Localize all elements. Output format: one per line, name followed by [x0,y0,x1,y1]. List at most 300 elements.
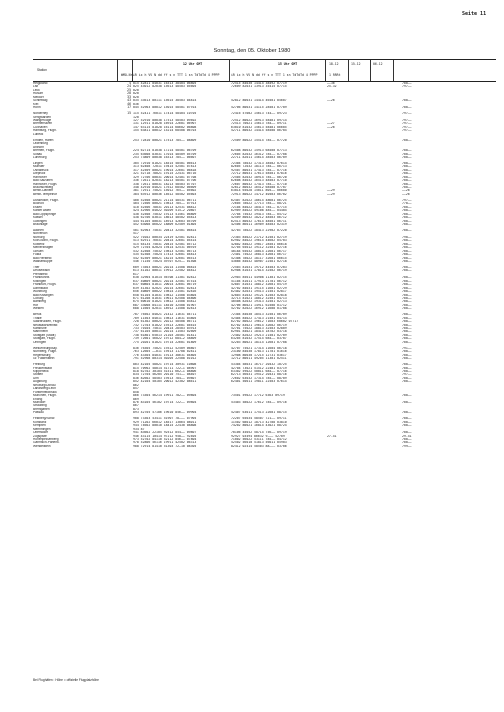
obs-12utc: 338 72611 80031 18213 58503 07707 [133,182,197,186]
obs-15utc: 82412 02414 58503 88——— 03706 [231,444,287,448]
station-name: Konstanz [33,420,47,424]
obs-12utc: 658 61104 81031 19812 11508 03804 [133,293,197,297]
remarks: 700—— [402,366,412,370]
obs-15utc: 52701 75022 18813 32503 02809 [231,327,287,331]
precip-extra [327,357,402,360]
precip-extra [327,156,402,159]
extra-col-3: 06-12 [373,62,383,66]
obs-15utc: 72913 80022 14712 40503 06702 [231,192,287,196]
obs-15utc: 82605 72032 18113 785—— 06713 [231,165,287,169]
station-name: Memmingen [33,427,51,431]
obs-15utc: 22711 82011 15614 38503 06709 [231,155,287,159]
remarks: 700—— [402,417,412,421]
remarks: 700—— [402,350,412,354]
precip-extra: 27-41 [327,434,337,438]
obs-12utc: 862 [133,383,139,387]
obs-12utc: 025 43012 82038 15613 48503 05605 [133,85,197,89]
obs-12utc: 404 72506 80021 19813 785—— 07913 [133,202,197,206]
station-name: Köln-Bonn, Flugh. [33,239,59,243]
obs-12utc: 908 73303 53411 51907 78——— 07905 [133,417,197,421]
utc15-header: 15 Uhr GMT [278,62,298,66]
obs-15utc: 62401 50011 19811 22503 07614 [231,380,287,384]
remarks: 700—— [402,175,412,179]
obs-15utc: 72513 70021 15613 784—— 09711 [231,122,287,126]
obs-12utc: 613 41102 80011 19912 22502 04812 [133,269,197,273]
obs-12utc: 988 72914 81410 51303 72—10 08305 [133,444,197,448]
station-name: Wangerooge [33,118,52,122]
remarks: 79?—— [402,129,412,133]
obs-12utc: 045 52903 80012 15015 58501 07914 [133,106,197,110]
remarks: 700—— [402,333,412,337]
obs-12utc: 852 42104 50105 20012 42302 08611 [133,380,197,384]
obs-15utc: 72104 84022 18413 785—— 07715 [231,205,287,209]
precip-extra [327,341,402,344]
obs-12utc: 529 72704 82024 19414 42531 06919 [133,246,197,250]
obs-15utc: 72512 80022 16913 58401 09714 [231,118,287,122]
remarks: ——26 [402,189,410,193]
obs-15utc: 62902 84022 19614 44602 05703 [231,239,287,243]
remarks: 700—— [402,155,412,159]
station-name: Fürstenfeldbruck [33,390,57,394]
wmo-number: 17 [127,105,131,110]
station-name: Zugspitze [33,434,47,438]
remarks [402,133,442,136]
station-name: Helgoland [33,82,48,85]
obs-15utc: 52407 63011 17513 22601 08715 [231,411,287,415]
precip-extra: ——27 [327,122,335,126]
obs-15utc: 72401 75022 16813 42601 06717 [231,253,287,257]
obs-15utc: 62702 80022 19612 71603 60602 07717 [231,320,299,324]
obs-12utc: 869 [133,397,139,401]
wmo-number [117,156,133,159]
obs-15utc: 52702 82022 16912 11608 01708 [231,307,287,311]
obs-15utc: 62608 84032 16513 48503 07710 [231,179,287,183]
obs-12utc: 775 20201 81021 19714 22601 01809 [133,340,197,344]
station-name: Coburg [33,296,44,300]
wmo-number: 24 [127,84,131,89]
station-name: Hof [33,303,38,307]
obs-15utc: 62702 83021 19614 32602 06719 [231,323,287,327]
obs-15utc: 40508 82032 19313 32501 02713 [231,300,287,304]
obs-12utc: 739 72601 56022 19712 684—2 58809 [133,337,197,341]
remarks: 700—— [402,209,412,213]
obs-12utc: 709 11503 84011 19813 11631 03805 [133,316,197,320]
obs-15utc: 70106 45052 58714 756—— 09719 [231,431,287,435]
remarks: 700—— [402,353,412,357]
remarks: 700—— [402,99,412,103]
obs-12utc: 738 61801 65013 21103 28501 01811 [133,333,197,337]
table-header [33,59,496,82]
obs-15utc: 22903 85011 44908 11301 02715 [231,276,287,280]
wmo-number [117,307,133,310]
remarks: 79?—— [402,122,412,126]
station-group [33,229,496,263]
station-name: Stuttgart (Stadt) [33,333,56,337]
obs-12utc: 522 70102 80034 22419 42501 02811 [133,235,197,239]
station-name: Hohn [33,106,41,110]
remarks: 700—— [402,82,412,85]
obs-12utc: 131 12911 81028 16914 22601 06907 [133,122,197,126]
remarks: 700—— [402,437,412,441]
station-name: Stötten [33,373,44,377]
obs-12utc: 944 74602 80010 18415 22430 08808 [133,424,197,428]
precip-extra [327,445,402,448]
obs-15utc: 12712 80011 49205 11301 02511 [231,357,287,361]
remarks: 700—— [402,370,412,374]
obs-12utc: 776 43304 84031 19113 38631 04805 [133,353,197,357]
obs-12utc: 535 62308 75024 17413 52601 04813 [133,253,197,257]
station-name: Soltau [33,152,43,156]
obs-15utc: 42704 73021 51512 22401 03719 [231,366,287,370]
remarks: 700—— [402,431,412,435]
table-row [33,307,496,310]
obs-15utc: 52812 80031 14414 46501 05607 [231,99,287,103]
obs-15utc: 74202 80021 16814 43021 08724 [231,424,287,428]
remarks: 700—— [402,152,412,156]
wmo-number [117,223,133,226]
wmo-number: 33 [127,94,131,99]
remarks: 700—— [402,223,412,226]
page-number: Seite 11 [462,11,487,17]
wmo-number [117,357,133,360]
remarks: 700—— [402,300,412,304]
precip-extra: ——29 [327,189,335,193]
station-name: List [33,85,38,89]
station-name: Feldberg/Schw. [33,417,55,421]
remarks: 700—— [402,303,412,307]
station-name: Berlin-Tempelhof [33,192,57,196]
table-row [33,133,496,136]
obs-15utc: 40184 65032 18014 22601 06717 [231,249,287,253]
obs-12utc: 858 [133,390,139,394]
obs-15utc: 72605 78022 17713 785—— 08721 [231,202,287,206]
obs-15utc: 72503 81031 19712 44503 07203 [231,266,287,269]
wmo-col-header: WMO-Nr. [121,73,135,77]
obs-12utc: 035 33613 80111 15615 38503 04814 [133,99,197,103]
remarks: 700—— [402,229,412,233]
remarks: 700—— [402,286,412,290]
station-name: Trier [33,266,40,269]
obs-12utc: 513 62911 76031 20414 32601 05414 [133,239,197,243]
remarks: 700—— [402,239,412,243]
obs-12utc: 733 70104 75011 20414 28503 03913 [133,327,197,331]
obs-12utc: 803 42105 58021 19714 30931 10808 [133,363,197,367]
station-name: Mühldorf [33,400,46,404]
obs-12utc: 857 [133,387,139,391]
station-name: Sengwarden [33,115,51,119]
obs-12utc: 015 42811 84031 16313 38404 06805 [133,82,197,85]
extra-col-2: 15-12 [351,62,361,66]
obs-12utc: 127 52910 80038 17513 58503 09402 [133,118,197,122]
page-title: Sonntag, den 05. Oktober 1980 [213,48,291,54]
obs-15utc: 72712 80031 17613 58501 07816 [231,172,287,176]
obs-12utc: 630 32904 81014 56708 11301 02812 [133,276,197,280]
obs-15utc: 52308 78022 18117 32601 06615 [231,256,287,260]
extra-subheader: 1 RRRt [329,73,341,77]
remarks: 700—— [402,337,412,341]
obs-12utc: 973 52702 84110 52112 856—— 07804 [133,437,197,441]
obs-12utc [133,133,231,136]
remarks: 29-41 [402,434,412,438]
obs-15utc: 62713 56031 19512 20431 08716 [231,373,287,377]
remarks: 700—— [402,320,412,324]
obs-12utc: 687 33008 84111 18510 32508 01907 [133,303,197,307]
obs-12utc: 675 60610 81021 19812 11508 03812 [133,300,197,304]
station-name: Leck [33,88,40,92]
obs-12utc: 728 61302 80021 20212 58508 06711 [133,320,197,324]
obs-15utc: 52509 80032 18212 48503 06712 [231,216,287,220]
obs-12utc: 517 [133,232,139,236]
obs-15utc: 62909 84022 49108 485—— 04404 [231,209,287,213]
station-name: Saarbrücken, Flugh. [33,320,62,324]
station-name: Straubing [33,404,47,408]
station-name: Landsberg/Lech [33,387,56,391]
remarks: 700—— [402,186,412,190]
station-name: Berlin-Dahlem [33,189,54,193]
station-name: Schleswig [33,99,48,103]
obs-15utc: 92507 80031 17413 785—— 07716 [231,168,287,172]
obs-15utc: 72402 82022 19213 21501 02709 [231,333,287,337]
station-name: Braunlage [33,223,48,226]
station-name: Meinerzhagen [33,246,54,250]
utc12-header: 12 Uhr GMT [183,62,203,66]
obs-12utc: 671 61208 81031 19611 62508 04806 [133,296,197,300]
obs-15utc: 62508 80032 15913 68500 07713 [231,149,287,153]
obs-15utc: 72416 57002 15613 744—— 09723 [231,112,287,116]
remarks: 700—— [402,394,412,398]
remarks: 700—— [402,165,412,169]
remarks: 797—— [402,85,412,89]
obs-15utc: 62513 80032 17614 48501 06711 [231,219,287,223]
station-name: Weiden [33,307,44,311]
wmo-number: 25 [127,87,131,92]
station-name: Bad Kissingen [33,293,54,297]
station-name: Kahler Asten [33,209,52,213]
remarks: 700—— [402,149,412,153]
station-name: Bremerhaven [33,122,53,126]
station-name: Gr. Falkenstein [33,357,55,361]
obs-15utc [231,133,327,136]
obs-15utc: 52502 56010 51813 56011 05903 [231,441,287,445]
precip-extra [327,260,402,263]
station-name: Nürburg [33,235,45,239]
obs-12utc: 020 [133,92,139,96]
precip-extra [327,133,402,136]
station-name: Meldorf [33,95,44,99]
remarks: 700—— [402,246,412,250]
obs-15utc: 72505 82032 18914 785—— 06720 [231,175,287,179]
station-name: Bremen, Flugh. [33,149,55,153]
station-name: Aachen [33,229,44,233]
precip-extra [327,411,402,414]
station-name: Thalle [33,316,42,320]
remarks: 700—— [402,219,412,223]
station-name: Bamberg [33,300,46,304]
obs-15utc: 63014 65028 15011 805—— 06600 [231,189,287,193]
remarks: 700—— [402,212,412,216]
table-row [33,260,496,263]
station-name: Lüneburg [33,155,47,159]
station-name: Braunschweig [33,186,54,190]
precip-extra: ——36 [327,82,335,85]
obs-15utc: 72609 82031 13913 35415 07715 [231,85,287,89]
obs-15utc: 12908 80030 17215 12731 03617 [231,353,287,357]
remarks: 79?—— [402,118,412,122]
station-name: Nörvenich [33,232,48,236]
obs-12utc: 384 63912 80036 14612 58502 05603 [133,192,197,196]
table-body [33,82,496,451]
obs-12utc: 946 43115 10414 97212 958—— 92405 [133,434,197,438]
obs-15utc: 32713 81021 18012 32501 04713 [231,296,287,300]
station-name: Berus [33,313,42,317]
precip-extra [327,106,402,109]
station-name: Freiburg [33,363,45,367]
wmo-number: 4 [129,81,131,85]
station-name: Wendelstein [33,444,51,448]
remarks: 700—— [402,313,412,317]
remarks: 700—— [402,327,412,331]
obs-15utc: 23100 84030 17813 11701 01616 [231,350,287,354]
wmo-number: 15 [127,111,131,116]
station-name: Neustadt/Weinstr. [33,323,59,327]
obs-12utc: 707 76502 84021 21412 11631 04711 [133,313,197,317]
station-name: Würzburg [33,290,47,294]
obs-12utc: 836 82602 58503 19513 784—— 09807 [133,376,197,380]
utc12-subheader: iR ix h VV N dd ff s n TTT 1 sn TdTdTd 4 PPPP [133,73,220,77]
remarks: 700—— [402,293,412,297]
obs-15utc: 51104 81011 17914 21701 06712 [231,279,287,283]
obs-12utc: 115 52411 76011 17414 58404 10705 [133,112,197,116]
station-name: Frankfurt, Flugh. [33,283,57,287]
obs-12utc: 929 71202 66012 18517 13064 08011 [133,420,197,424]
remarks: 700—— [402,424,412,428]
table-row [33,445,496,448]
station-name: Erding [33,397,43,401]
obs-15utc: 52203 80021 18114 12601 07708 [231,340,287,344]
obs-12utc: 818 62702 30104 51511 662—1 08806 [133,370,197,374]
remarks: 700—— [402,400,412,404]
station-name: Stuttgart, Flugh. [33,337,56,341]
obs-12utc: 893 42705 57106 19610 856—— 09904 [133,411,197,415]
remarks: 700—— [402,161,412,165]
remarks: 700—— [402,380,412,384]
obs-12utc: 941 83602 22105 92512 854—— 09807 [133,431,197,435]
obs-12utc: 688 11605 82011 18912 11508 02813 [133,307,197,311]
station-name: Oldenburg [33,142,48,146]
precip-extra [327,307,402,310]
remarks: 79?—— [402,112,412,116]
obs-12utc: 542 62309 80021 18215 42601 06513 [133,256,197,260]
remarks: 700—— [402,106,412,110]
station-name: München, Flugh. [33,394,57,398]
remarks: 700—— [402,376,412,380]
remarks: 700—— [402,249,412,253]
remarks: 700—— [402,269,412,273]
station-name: Kitzingen [33,279,47,283]
station-name: Ulm [33,376,39,380]
remarks: 700—— [402,330,412,334]
obs-12utc: 235 63608 83031 17014 48509 05709 [133,152,197,156]
obs-15utc: 53304 58031 16717 20432 10725 [231,363,287,367]
obs-15utc: 63205 81032 17514 684—— 03707 [231,337,287,341]
remarks: 700—— [402,290,412,294]
remarks: 700—— [402,316,412,320]
obs-15utc: 53403 58022 17612 785—— 09716 [231,400,287,404]
station-name: Gießen [33,249,44,253]
precip-extra: ——26 [327,125,335,129]
station-name: Diepholz [33,172,46,176]
station-name: Husum [33,92,44,96]
obs-15utc: 11502 68012 18713 42708 03810 [231,420,287,424]
obs-15utc: 63010 81032 15613 58401 06605 [231,125,287,129]
obs-15utc: 72515 84030 14414 38492 07719 [231,82,287,85]
obs-12utc: 637 60804 81011 20014 32601 06719 [133,283,197,287]
station-name: Freudenstadt [33,366,52,370]
obs-12utc: 732 72703 81022 19313 22601 04615 [133,323,197,327]
station-name: Bremgarten [33,407,50,411]
obs-12utc: 336 72611 82031 18213 58501 07706 [133,179,197,183]
wmo-number [117,445,133,448]
obs-15utc: 52404 84022 17413 21501 04714 [231,316,287,320]
obs-12utc: 515 64134 75031 20415 52501 05712 [133,242,197,246]
obs-12utc: 438 62706 83011 18613 48502 05813 [133,216,197,220]
obs-12utc: 444 61105 80031 18913 42603 05709 [133,219,197,223]
remarks: 700—— [402,205,412,209]
precip-extra: ——29 [327,192,335,196]
station-name: Deuselbach [33,269,50,273]
obs-15utc: 92927 03494 86632 9——— 52709 [231,434,285,438]
station-name: Münster [33,165,45,169]
station-name: Bad Lippspringe [33,212,57,216]
obs-15utc: 63302 59022 50011 684—— 07716 [231,370,287,374]
remarks: 700—— [402,357,412,361]
obs-15utc: 42506 86011 16909 48503 02319 [231,223,287,226]
station-name: Mannheim [33,330,48,334]
remarks: 700—— [402,411,412,415]
station-name: Frankfurt/M. [33,276,51,280]
remarks: 700—— [402,168,412,172]
station-name: Kempten [33,424,46,428]
obs-15utc: 52706 80031 14115 28501 07709 [231,106,287,110]
obs-15utc: 72509 80022 15514 785—— 07720 [231,138,287,142]
obs-12utc: 617 [133,272,139,276]
station-name: Karlsruhe [33,327,47,331]
wmo-number: 28 [127,91,131,96]
table-row [33,341,496,344]
remarks: 700—— [402,307,412,311]
remarks: 700—— [402,253,412,257]
obs-12utc: 639 41302 82021 20214 32601 02813 [133,286,197,290]
station-name: Hamburg, Flugh. [33,129,57,133]
remarks: 790—— [402,235,412,239]
obs-12utc: 424 42906 84022 50209 515—2 20807 [133,209,197,213]
remarks: 7?0—— [402,202,412,206]
obs-12utc: 305 72910 81021 18515 58501 06613 [133,161,197,165]
station-name: Pferdsfeld [33,272,48,276]
remarks: 700—— [402,296,412,300]
obs-15utc: 52612 80032 16512 68500 07707 [231,186,287,190]
wmo-number: 43 [127,98,131,103]
obs-15utc: 72303 84022 21712 42501 02719 [231,235,287,239]
wmo-number [117,193,133,196]
utc15-subheader: iR ix h VV N dd ff s n TTT 1 sn TdTdTd 4 PPPP [231,73,318,77]
table-row [33,106,496,109]
obs-12utc: 147 63115 81028 16114 68602 06808 [133,125,197,129]
obs-15utc: 62908 81031 17814 32502 06719 [231,269,287,273]
station-name: Bocholt [33,202,44,206]
remarks: 700—— [402,259,412,263]
obs-15utc: 42703 78022 18413 22902 07220 [231,229,287,233]
